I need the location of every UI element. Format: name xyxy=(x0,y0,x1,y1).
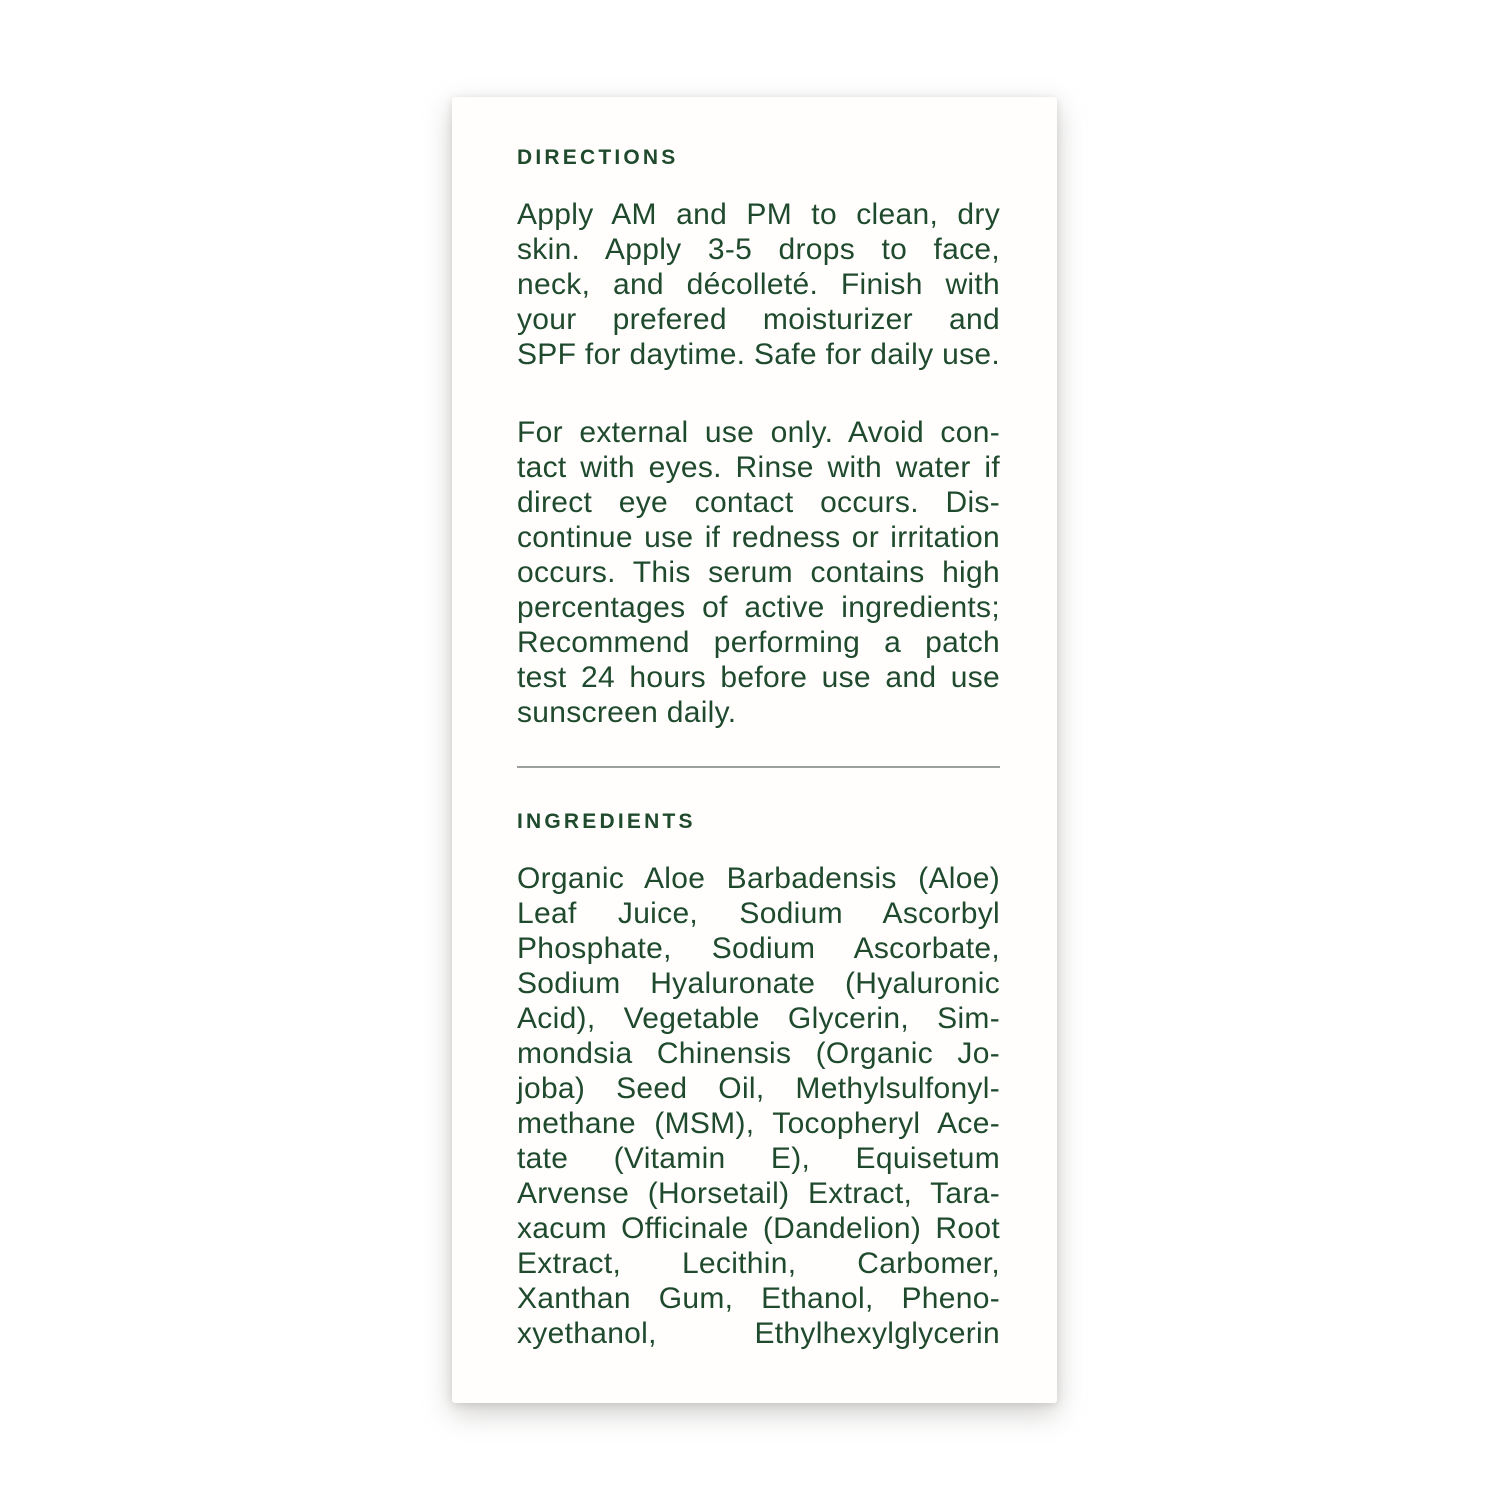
text-line: Acid), Vegetable Glycerin, Sim- xyxy=(517,1002,1000,1035)
text-line: Arvense (Horsetail) Extract, Tara- xyxy=(517,1177,1000,1210)
text-line: Phosphate, Sodium Ascorbate, xyxy=(517,932,1000,965)
text-line: skin. Apply 3-5 drops to face, xyxy=(517,233,1000,266)
directions-usage-paragraph xyxy=(517,197,1000,372)
text-line: tate (Vitamin E), Equisetum xyxy=(517,1142,1000,1175)
text-line: Apply AM and PM to clean, dry xyxy=(517,198,1000,231)
ingredients-list-paragraph xyxy=(517,861,1000,1351)
text-line: sunscreen daily. xyxy=(517,696,737,729)
text-line: Extract, Lecithin, Carbomer, xyxy=(517,1247,1000,1280)
text-line: methane (MSM), Tocopheryl Ace- xyxy=(517,1107,1000,1140)
directions-heading: DIRECTIONS xyxy=(517,146,679,169)
text-line: xyethanol, Ethylhexylglycerin xyxy=(517,1317,1000,1350)
product-label-card xyxy=(452,97,1057,1403)
text-line: direct eye contact occurs. Dis- xyxy=(517,486,1000,519)
text-line: mondsia Chinensis (Organic Jo- xyxy=(517,1037,1000,1070)
text-line: SPF for daytime. Safe for daily use. xyxy=(517,338,1000,371)
directions-section xyxy=(517,145,1000,730)
text-line: your prefered moisturizer and xyxy=(517,303,1000,336)
text-line: continue use if redness or irritation xyxy=(517,521,1000,554)
text-line: For external use only. Avoid con- xyxy=(517,416,1000,449)
ingredients-section xyxy=(517,809,1000,1351)
text-line: percentages of active ingredients; xyxy=(517,591,1000,624)
text-line: Recommend performing a patch xyxy=(517,626,1000,659)
section-divider xyxy=(517,766,1000,768)
text-line: tact with eyes. Rinse with water if xyxy=(517,451,1000,484)
text-line: Organic Aloe Barbadensis (Aloe) xyxy=(517,862,1000,895)
text-line: Sodium Hyaluronate (Hyaluronic xyxy=(517,967,1000,1000)
text-line: occurs. This serum contains high xyxy=(517,556,1000,589)
directions-warning-paragraph xyxy=(517,415,1000,730)
text-line: xacum Officinale (Dandelion) Root xyxy=(517,1212,1000,1245)
text-line: joba) Seed Oil, Methylsulfonyl- xyxy=(517,1072,1000,1105)
ingredients-heading-wrap xyxy=(517,809,1000,835)
text-line: Leaf Juice, Sodium Ascorbyl xyxy=(517,897,1000,930)
text-line: neck, and décolleté. Finish with xyxy=(517,268,1000,301)
text-line: test 24 hours before use and use xyxy=(517,661,1000,694)
text-line: Xanthan Gum, Ethanol, Pheno- xyxy=(517,1282,1000,1315)
ingredients-heading: INGREDIENTS xyxy=(517,810,696,833)
